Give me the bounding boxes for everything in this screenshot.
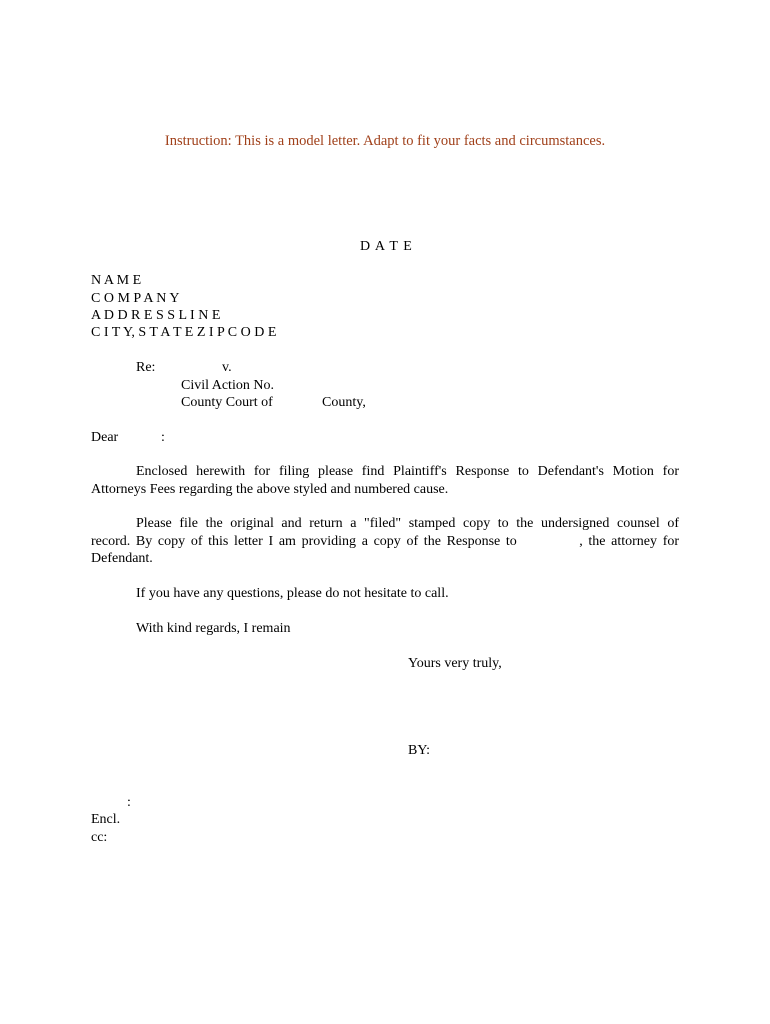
recipient-city: C I T Y, S T A T E Z I P C O D E: [91, 325, 277, 340]
closing-yours: Yours very truly,: [408, 656, 502, 671]
footer-cc: cc:: [91, 830, 108, 845]
footer-colon: :: [127, 795, 131, 810]
closing-by: BY:: [408, 743, 431, 758]
instruction-note: Instruction: This is a model letter. Adapt to fit your facts and circumstances.: [164, 133, 606, 149]
re-label: Re:: [136, 360, 156, 375]
paragraph-file-line-2: [91, 533, 679, 551]
paragraph-enclosed-line-2: Attorneys Fees regarding the above styled and numbered cause.: [91, 481, 449, 497]
salutation-colon: :: [161, 430, 165, 445]
paragraph-file-line-2a: record. By copy of this letter I am providing a copy of the Response to: [91, 533, 517, 549]
date-line: D A T E: [360, 239, 413, 254]
paragraph-file-line-1: Please file the original and return a "filed" stamped copy to the undersigned counsel of: [136, 516, 679, 531]
footer-encl: Encl.: [91, 812, 121, 827]
re-court-prefix: County Court of: [181, 395, 273, 410]
paragraph-enclosed: [91, 463, 679, 498]
recipient-company: C O M P A N Y: [91, 291, 180, 306]
re-court-suffix: County,: [322, 395, 366, 410]
paragraph-regards: With kind regards, I remain: [136, 621, 291, 636]
paragraph-file: [91, 515, 679, 568]
paragraph-file-line-3: Defendant.: [91, 551, 153, 566]
recipient-address: A D D R E S S L I N E: [91, 308, 221, 323]
salutation-dear: Dear: [91, 430, 119, 445]
paragraph-file-line-2b: , the attorney for: [579, 533, 680, 549]
re-civil-action: Civil Action No.: [181, 378, 274, 393]
paragraph-questions: If you have any questions, please do not hesitate to call.: [136, 586, 449, 601]
paragraph-enclosed-line-1: Enclosed herewith for filing please find Plaintiff's Response to Defendant's Motion for: [136, 464, 679, 479]
recipient-name: N A M E: [91, 273, 142, 288]
re-versus: v.: [222, 360, 232, 375]
